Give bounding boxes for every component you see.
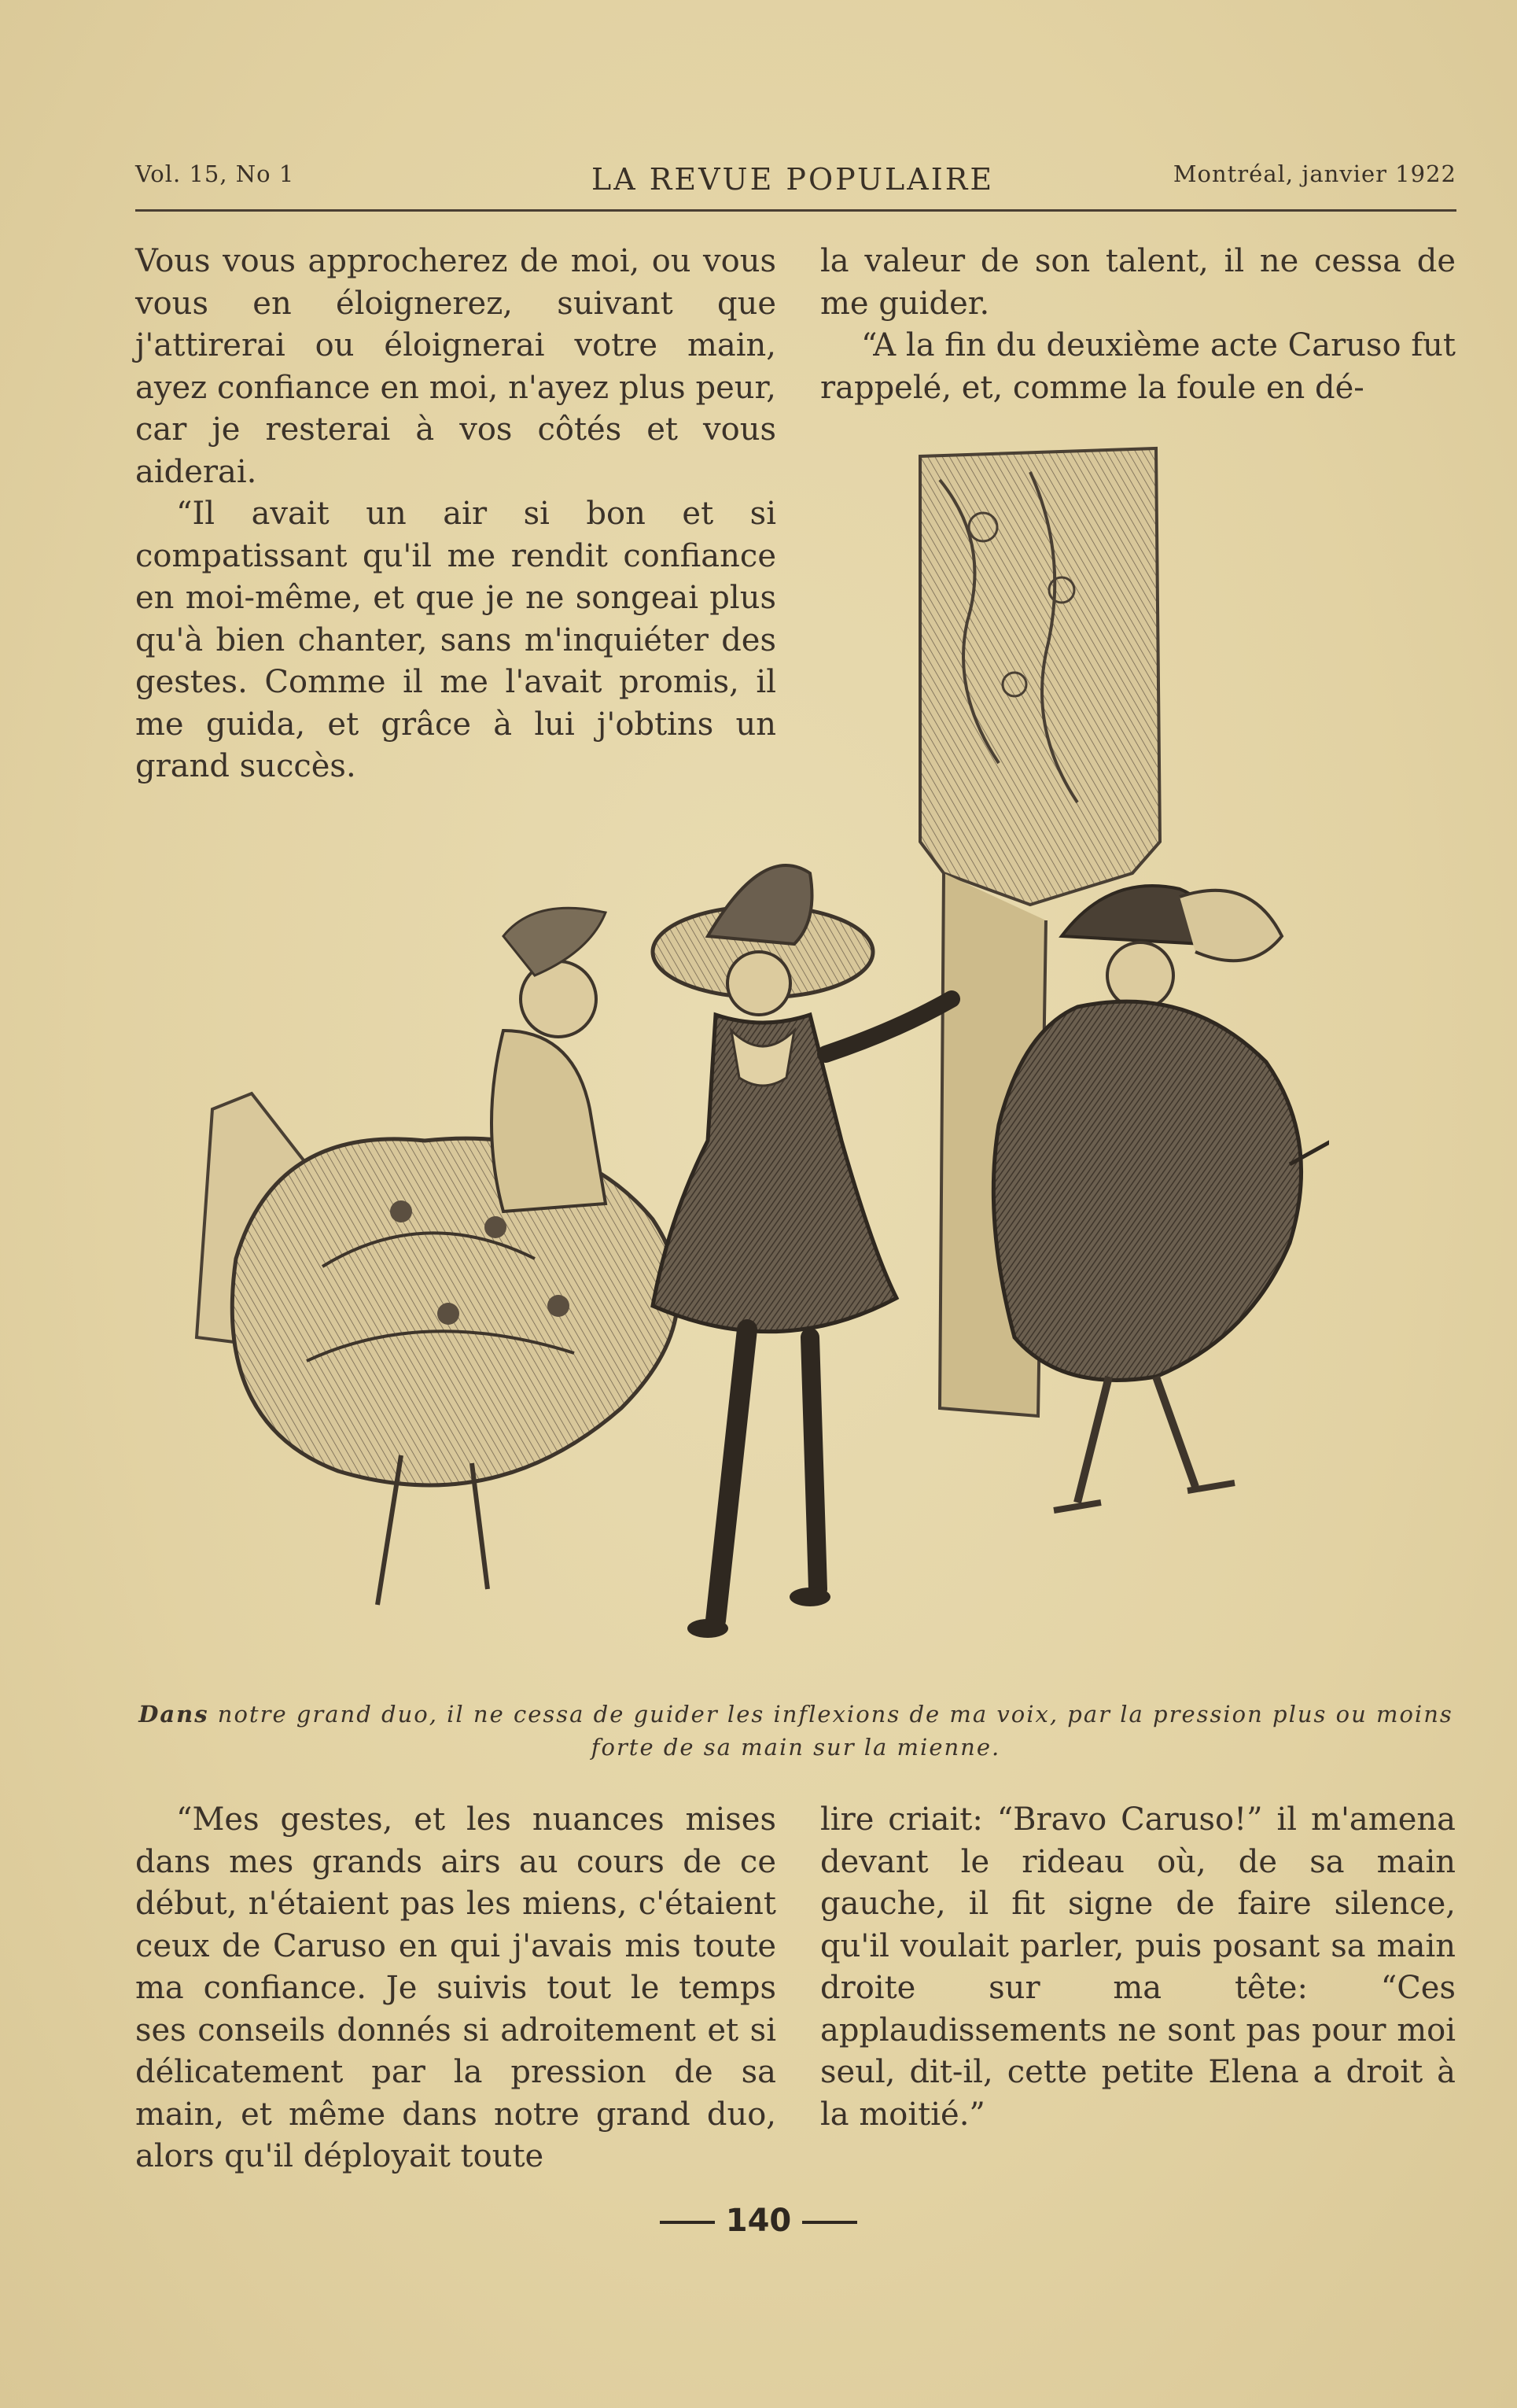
column-bottom-left [135,1799,776,2178]
page-number [0,2203,1517,2239]
paragraph: “Mes gestes, et les nuances mises dans mes grands airs au cours de ce début, n'étaient pas les miens, c'étaient ceux de Caruso en qui j'avais mis toute ma confiance. Je suivis tout le temps ses conseils donnés si adroitement et si délicatement par la pression de sa main, et même dans notre grand duo, alors qu'il déployait toute [135,1801,776,2174]
opera-scene-illustration [165,433,1329,1699]
folio-dash-right [802,2221,857,2224]
folio-dash-left [660,2221,715,2224]
running-header [135,154,1456,209]
publication-title: LA REVUE POPULAIRE [591,162,995,197]
paragraph: “Il avait un air si bon et si compatissant qu'il me rendit confiance en moi-même, et que je ne songeai plus qu'à bien chanter, sans m'inquiéter des gestes. Comme il me l'avait promis, il me guida, et grâce à lui j'obtins un grand succès. [135,496,776,784]
issue-date: Montréal, janvier 1922 [1173,160,1456,187]
illustration-caption [135,1698,1456,1764]
paragraph: “A la fin du deuxième acte Caruso fut rappelé, et, comme la foule en dé- [820,327,1456,406]
paragraph: la valeur de son talent, il ne cessa de me guider. [820,243,1456,322]
seated-lady-figure [197,908,678,1605]
central-girl-figure [653,865,952,1638]
page-number-text: 140 [725,2203,792,2239]
paragraph: Vous vous approcherez de moi, ou vous vous en éloignerez, suivant que j'attirerai ou éloignerai votre main, ayez confiance en moi, n'ayez plus peur, car je resterai à vos côtés et vous aiderai. [135,243,776,490]
column-bottom-right [820,1799,1456,2136]
column-top-right [820,241,1456,409]
header-rule [135,209,1456,212]
volume-number: Vol. 15, No 1 [135,160,295,187]
caption-text: notre grand duo, il ne cessa de guider les inflexions de ma voix, par la pression plus ou moins forte de sa main sur la mienne. [208,1701,1453,1761]
caption-first-word: Dans [138,1701,209,1728]
paragraph: lire criait: “Bravo Caruso!” il m'amena devant le rideau où, de sa main gauche, il fit signe de faire silence, qu'il voulait parler, puis posant sa main droite sur ma tête: “Ces applaudissements ne sont pas pour moi seul, dit-il, cette petite Elena a droit à la moitié.” [820,1801,1456,2133]
